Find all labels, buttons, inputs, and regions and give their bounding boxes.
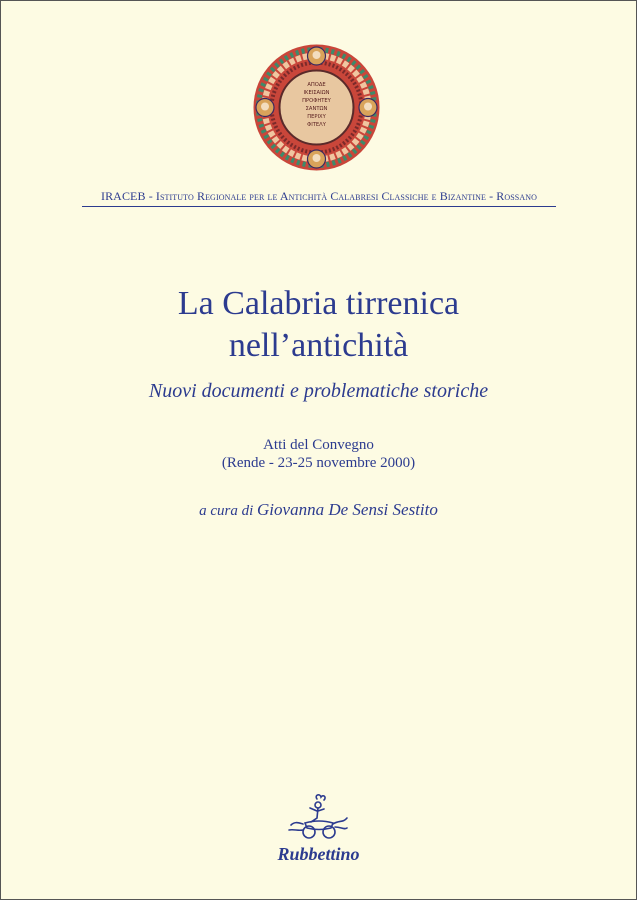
book-title-line-1: La Calabria tirrenica — [177, 285, 460, 322]
proceedings-date: (Rende - 23-25 novembre 2000) — [221, 455, 416, 471]
institute-name: Istituto Regionale per le Antichità Calabresi Classiche e Bizantine - Rossano — [155, 189, 537, 203]
inscription-line: ΠΡΟΦΗΤΕΥ — [302, 98, 331, 104]
medallion-emblem-icon — [253, 44, 380, 171]
curator-line — [0, 500, 637, 520]
proceedings-info — [0, 436, 637, 472]
publisher-logo-icon — [283, 793, 353, 843]
inscription-line: ΙΚΕΙΣΑΙΩΝ — [303, 90, 330, 96]
curator-name: Giovanna De Sensi Sestito — [257, 500, 438, 519]
inscription-line: ΑΠΟΔΕ — [307, 82, 326, 88]
publisher-name: Rubbettino — [277, 844, 360, 864]
inscription-line: ΣΑΝΤΩΝ — [305, 106, 328, 112]
book-subtitle: Nuovi documenti e problematiche storiche — [148, 380, 489, 402]
proceedings-label: Atti del Convegno — [263, 437, 374, 453]
curator-prefix: a cura di — [199, 503, 254, 519]
book-title-line-2: nell’antichità — [228, 327, 409, 364]
inscription-line: ΦΙΤΕΛΥ — [307, 122, 326, 128]
institute-acronym: IRACEB - — [100, 189, 156, 203]
inscription-line: ΠΕΡΙΧΥ — [307, 114, 326, 120]
institute-header — [82, 189, 556, 207]
